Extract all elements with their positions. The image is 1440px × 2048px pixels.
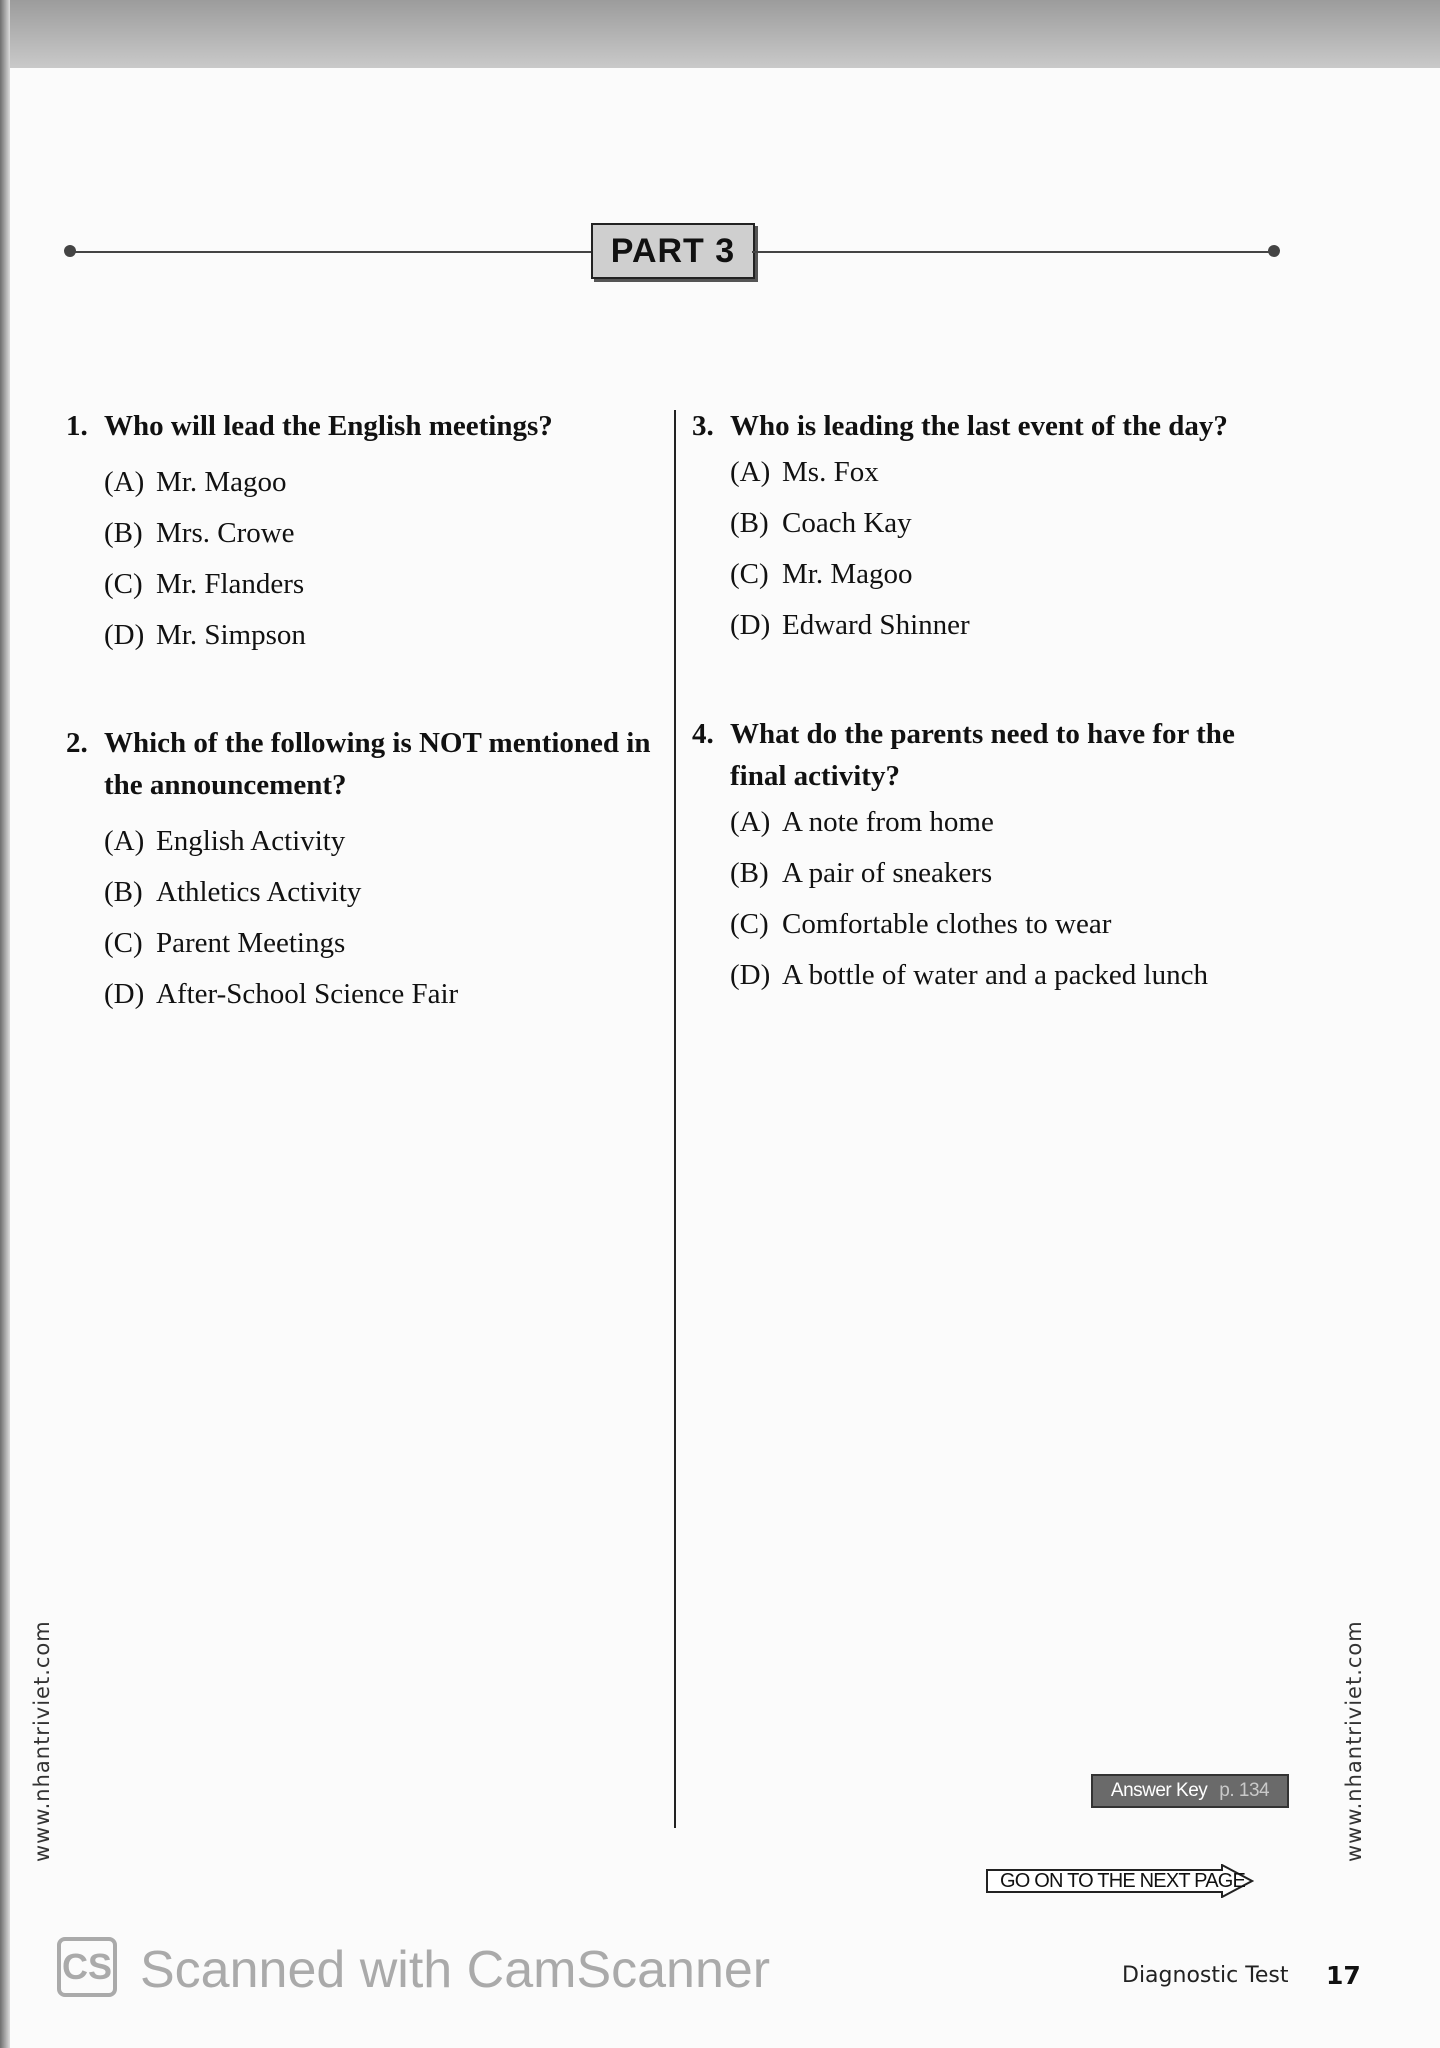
option-text: A pair of sneakers: [782, 857, 993, 889]
option-text: Mr. Flanders: [156, 568, 305, 600]
option-letter: (D): [104, 619, 145, 651]
option-b: [730, 498, 1292, 549]
option-b: [104, 867, 662, 918]
scan-top-shadow: [0, 0, 1440, 68]
question-4: [692, 713, 1292, 1001]
option-a: [104, 816, 662, 867]
option-d: [730, 600, 1292, 651]
option-c: [730, 549, 1292, 600]
option-letter: (A): [104, 466, 145, 498]
question-number: 2.: [66, 727, 88, 759]
side-url-right: www.nhantriviet.com: [1342, 1620, 1366, 1862]
option-b: [730, 848, 1292, 899]
option-text: Edward Shinner: [782, 609, 970, 641]
part-heading: PART 3: [591, 223, 755, 279]
option-letter: (B): [104, 517, 143, 549]
option-letter: (D): [730, 959, 771, 991]
option-text: A bottle of water and a packed lunch: [782, 959, 1208, 991]
option-a: [730, 797, 1292, 848]
option-text: Mr. Magoo: [156, 466, 287, 498]
question-text: Who will lead the English meetings?: [104, 410, 553, 442]
part-rule-left: [72, 251, 592, 253]
option-letter: (B): [104, 876, 143, 908]
options-list: [730, 447, 1292, 651]
scan-left-edge: [0, 0, 10, 2048]
option-letter: (D): [104, 978, 145, 1010]
option-text: Mrs. Crowe: [156, 517, 295, 549]
option-text: English Activity: [156, 825, 346, 857]
option-letter: (B): [730, 857, 769, 889]
question-text: What do the parents need to have for the final activity?: [730, 718, 1235, 792]
option-text: Athletics Activity: [156, 876, 362, 908]
option-text: Comfortable clothes to wear: [782, 908, 1112, 940]
option-letter: (C): [104, 568, 143, 600]
column-divider: [674, 410, 676, 1828]
camscanner-logo-icon: CS: [57, 1937, 117, 1997]
page-number: 17: [1326, 1961, 1361, 1990]
part-rule-right: [752, 251, 1272, 253]
answer-key-label: Answer Key: [1110, 1780, 1208, 1801]
question-number: 3.: [692, 410, 714, 442]
option-text: Mr. Simpson: [156, 619, 306, 651]
option-letter: (C): [730, 908, 769, 940]
question-text: Which of the following is NOT mentioned in the announcement?: [104, 727, 651, 801]
option-letter: (C): [104, 927, 143, 959]
options-list: [730, 797, 1292, 1001]
answer-key-page: p. 134: [1219, 1780, 1270, 1801]
option-c: [104, 918, 662, 969]
camscanner-watermark: Scanned with CamScanner: [140, 1941, 771, 1999]
option-text: Mr. Magoo: [782, 558, 913, 590]
question-number: 1.: [66, 410, 88, 442]
go-on-text: GO ON TO THE NEXT PAGE: [1000, 1870, 1246, 1892]
footer-section-label: Diagnostic Test: [1122, 1963, 1289, 1988]
side-url-left: www.nhantriviet.com: [30, 1620, 54, 1862]
option-a: [104, 457, 656, 508]
option-letter: (D): [730, 609, 771, 641]
answer-key-badge: [1091, 1774, 1289, 1808]
question-1: [66, 405, 656, 661]
part-rule-right-dot: [1268, 245, 1280, 257]
question-3: [692, 405, 1292, 651]
option-letter: (A): [730, 806, 771, 838]
option-letter: (A): [104, 825, 145, 857]
options-list: [104, 457, 656, 661]
option-text: After-School Science Fair: [156, 978, 459, 1010]
option-letter: (C): [730, 558, 769, 590]
options-list: [104, 816, 662, 1020]
option-d: [104, 969, 662, 1020]
option-letter: (B): [730, 507, 769, 539]
option-letter: (A): [730, 456, 771, 488]
question-number: 4.: [692, 718, 714, 750]
question-text: Who is leading the last event of the day?: [730, 410, 1228, 442]
option-text: A note from home: [782, 806, 994, 838]
go-on-arrow: [986, 1864, 1254, 1898]
option-d: [104, 610, 656, 661]
option-b: [104, 508, 656, 559]
option-d: [730, 950, 1292, 1001]
document-page: [0, 68, 1440, 2048]
question-2: [66, 722, 662, 1020]
option-text: Parent Meetings: [156, 927, 346, 959]
option-text: Ms. Fox: [782, 456, 879, 488]
option-c: [104, 559, 656, 610]
option-text: Coach Kay: [782, 507, 912, 539]
option-a: [730, 447, 1292, 498]
option-c: [730, 899, 1292, 950]
